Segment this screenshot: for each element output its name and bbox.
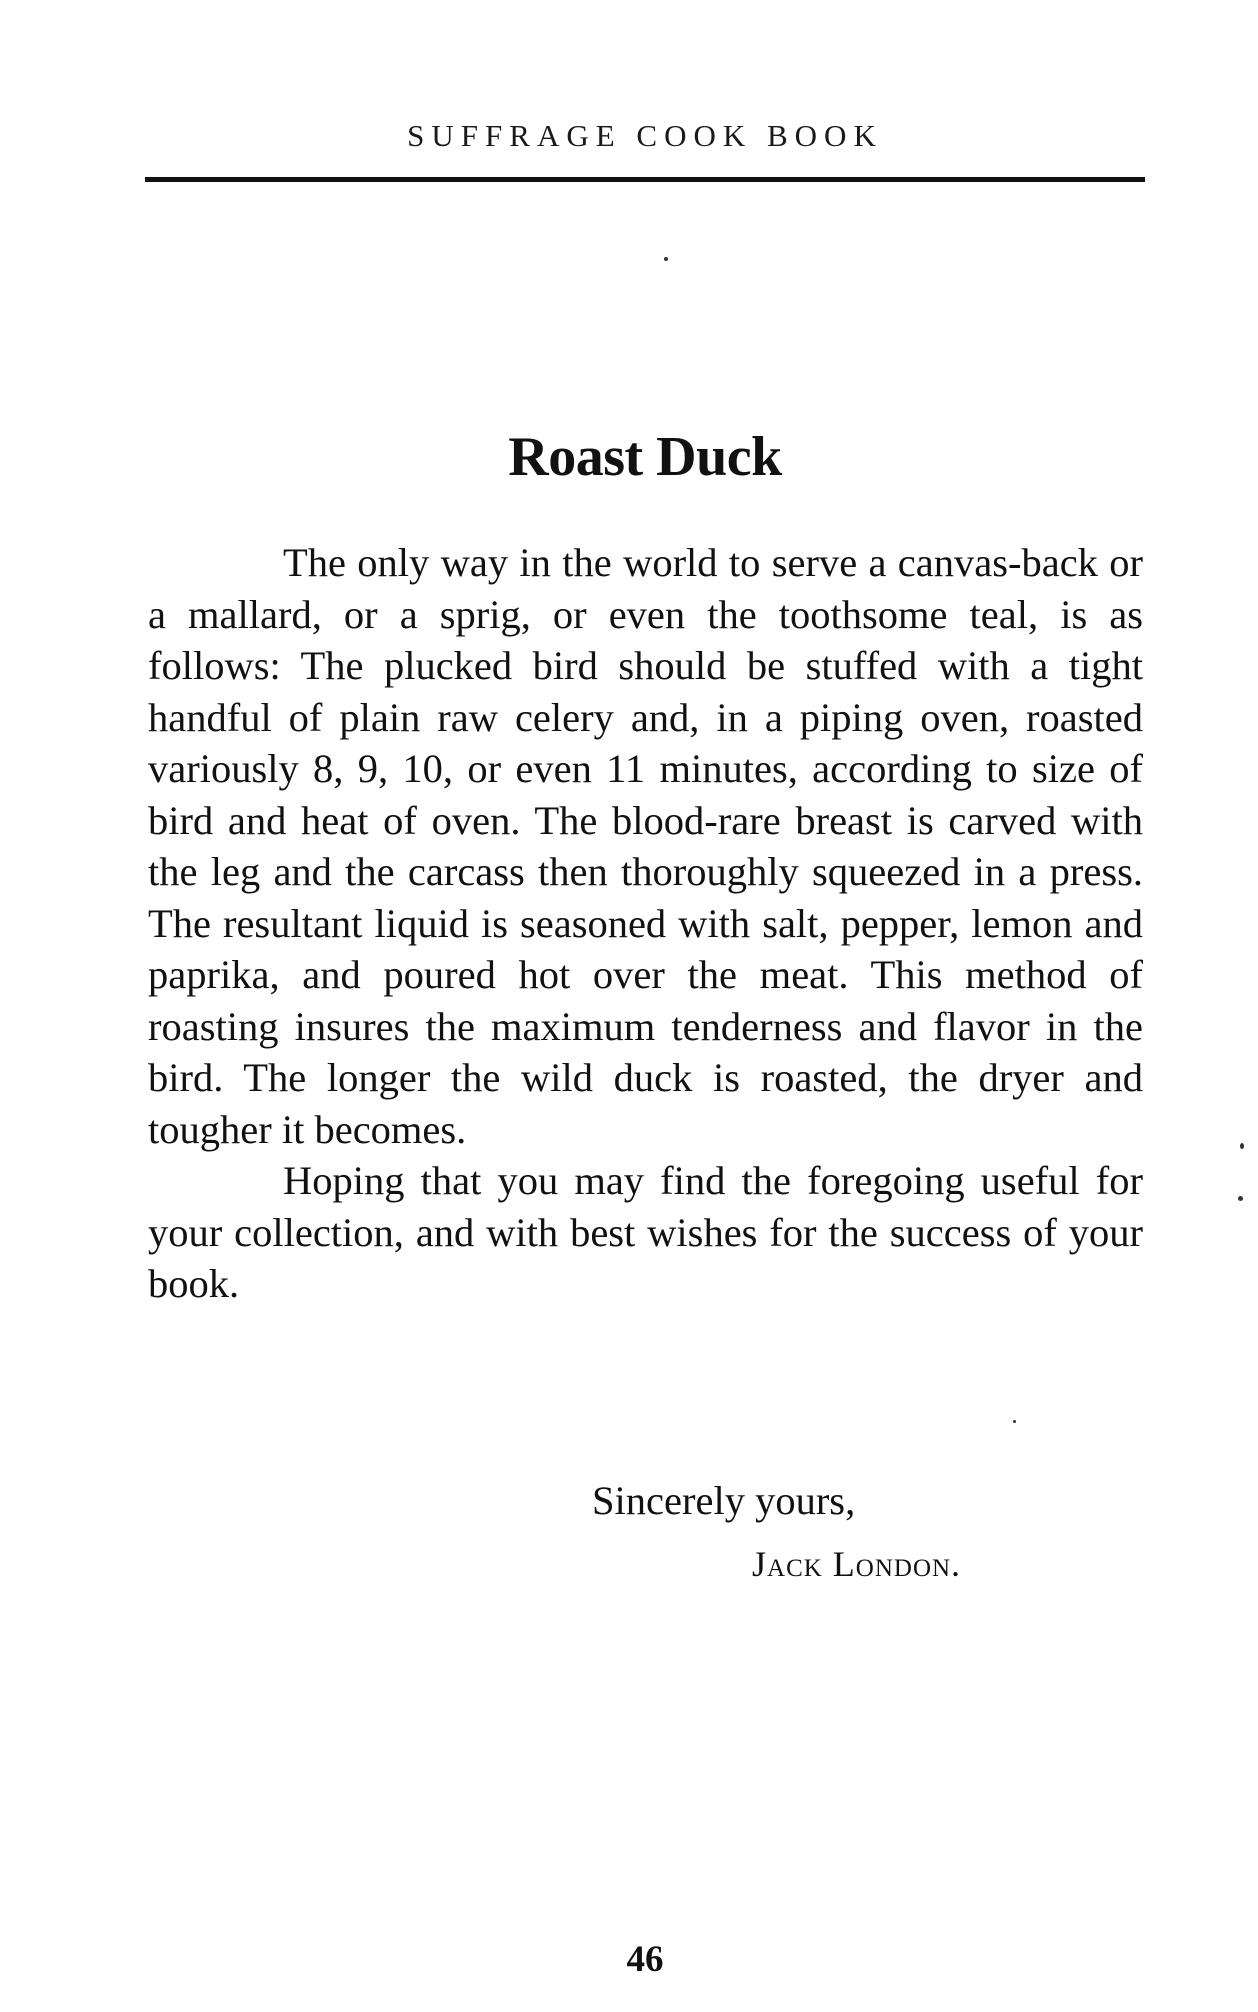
recipe-title: Roast Duck	[508, 426, 782, 488]
print-speck	[1238, 1196, 1243, 1201]
recipe-body	[148, 537, 1143, 1310]
recipe-paragraph: The only way in the world to serve a canvas-back or a mallard, or a sprig, or even the toothsome teal, is as follows: The plucked bird should be stuffed with a tight handful of plain raw celery and, in a piping oven, roasted variously 8, 9, 10, or even 11 minutes, according to size of bird and heat of oven. The blood-rare breast is carved with the leg and the carcass then thoroughly squeezed in a press. The resultant liquid is seasoned with salt, pepper, lemon and paprika, and poured hot over the meat. This method of roasting insures the maximum tenderness and flavor in the bird. The longer the wild duck is roasted, the dryer and tougher it becomes.	[148, 540, 1143, 1152]
print-speck	[1013, 1420, 1016, 1423]
header-rule	[145, 177, 1145, 182]
page-number: 46	[626, 1939, 664, 1980]
print-speck	[664, 257, 668, 261]
closing-paragraph: Hoping that you may find the foregoing useful for your collection, and with best wishes for the success of your book.	[148, 1158, 1143, 1306]
author-signature: Jack London.	[752, 1544, 962, 1584]
running-head: SUFFRAGE COOK BOOK	[407, 118, 883, 153]
print-speck	[1240, 1143, 1244, 1149]
letter-closing: Sincerely yours,	[592, 1478, 856, 1523]
